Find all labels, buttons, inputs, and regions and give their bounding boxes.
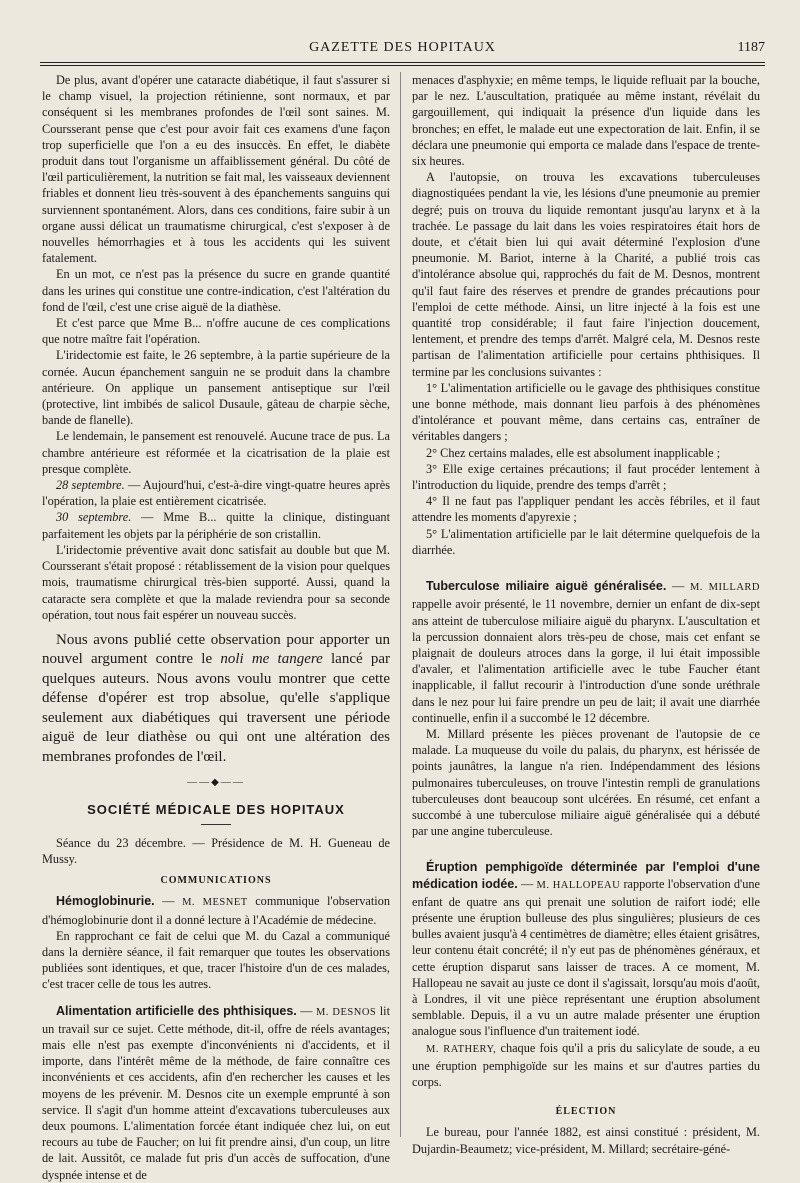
left-column: [42, 72, 390, 1183]
author-name: M. MILLARD: [689, 582, 760, 594]
section-title: SOCIÉTÉ MÉDICALE DES HOPITAUX: [87, 801, 345, 817]
subsection-title: ÉLECTION: [555, 1106, 617, 1118]
author-name: M. HALLOPEAU: [536, 879, 621, 891]
spacer: [412, 558, 760, 578]
paragraph: menaces d'asphyxie; en même temps, le liquide refluait par la bouche, par le nez. L'auscultation, pratiquée au même instant, révélait du gargouillement, qui indiquait la présence d'un liquide dans les bronches; en effet, le malade eut une expectoration de lait. Enfin, il se déclara une pneumonie qui emporta ce malade dans l'espace de trente-six heures.: [412, 73, 760, 169]
paragraph: Le bureau, pour l'année 1882, est ainsi constitué : président, M. Dujardin-Beaumetz; vice-président, M. Millard; secrétaire-géné-: [412, 1125, 760, 1156]
page-number: 1187: [737, 40, 765, 55]
paragraph: Tuberculose miliaire aiguë généralisée. — M. MILLARD rappelle avoir présenté, le 11 novembre, dernier un enfant de dix-sept ans atteint de tuberculose miliaire aiguë du pharynx. L'auscultation et la percussion donnaient alors très-peu de chose, mais cet enfant se plaignait de douleurs atroces dans la gorge, il lui était impossible d'avaler, et l'alimentation artificielle avec le tube Faucher étant inapplicable, il fallut recourir à l'introduction d'une sonde uréthrale dans le nez pour lui faire prendre un peu de lait; il avait une diarrhée continuelle, enfin il a succombé le 12 décembre.: [412, 579, 760, 725]
spacer: [412, 839, 760, 859]
paragraph: Le lendemain, le pansement est renouvelé. Aucune trace de pus. La chambre antérieure est réformée et la cicatrisation de la plaie est presque complète.: [42, 429, 390, 476]
subsection-title: COMMUNICATIONS: [160, 875, 272, 887]
conclusion-item: 3° Elle exige certaines précautions; il faut procéder lentement à l'introduction du liquide, prendre des temps d'arrêt ;: [412, 461, 760, 493]
short-rule: [201, 824, 231, 825]
paragraph: M. Millard présente les pièces provenant de l'autopsie de ce malade. La muqueuse du voile du palais, du pharynx, est hérissée de points jaunâtres, la langue n'a rien. Indépendamment des lésions pulmonaires tuberculeuses, on trouve l'intestin rempli de granulations tuberculeuses dont beaucoup sont ulcérées. En résumé, cet enfant a succombé à une tuberculose miliaire aiguë généralisée qui a débuté par une angine tuberculeuse.: [412, 726, 760, 839]
paragraph: M. RATHERY, chaque fois qu'il a pris du salicylate de soude, a eu une éruption pemphigoïde sur les mains et sur d'autres parties du corps.: [412, 1040, 760, 1089]
spacer: [42, 993, 390, 1003]
paragraph-text: — Mme B... quitte la clinique, distinguant parfaitement les objets par la périphérie de son cristallin.: [42, 510, 391, 541]
paragraph: A l'autopsie, on trouva les excavations tuberculeuses diagnostiquées pendant la vie, les lésions d'une pneumonie au premier degré; puis on trouva du liquide remontant jusqu'au larynx et à la trachée. Le passage du lait dans les voies respiratoires était hors de doute, et c'était bien lui qui avait déterminé l'explosion d'une pneumonie. M. Bariot, interne à la Charité, a publié trois cas d'intolérance absolue qui, rapprochés du fait de M. Desnos, montrent qu'il faut faire des réserves et prendre de grandes précautions pour l'emploi de cette méthode. Ainsi, un litre injecté à la fois est une quantité trop considérable; il faut faire l'injection doucement, lentement, et prendre des temps d'arrêt. Malgré cela, M. Desnos reste partisan de l'alimentation artificielle pour certains phthisiques. Il termine par les conclusions suivantes :: [412, 170, 760, 379]
header-rule: [40, 62, 765, 63]
italic-phrase: noli me tangere: [220, 651, 323, 668]
paragraph: [42, 477, 390, 509]
author-name: M. MESNET: [182, 897, 248, 909]
paragraph: L'iridectomie préventive avait donc satisfait au double but que M. Coursserant s'était proposé : rétablissement de la vision pour quelques mois, traumatisme chirurgical très-bien supporté. Aussi, quand la cataracte sera complète et que la malade reviendra pour sa seconde opération, tout nous fait espérer un nouveau succès.: [42, 542, 390, 622]
conclusion-item: 1° L'alimentation artificielle ou le gavage des phthisiques constitue une bonne méthode, mais donnant lieu parfois à des phénomènes d'intolérance et pouvant même, dans certains cas, entraîner de véritables dangers ;: [412, 380, 760, 444]
paragraph: En rapprochant ce fait de celui que M. du Cazal a communiqué dans la dernière séance, il fait remarquer que toutes les observations publiées sont identiques, et que, tracer l'histoire d'un de ces malades, c'est tracer celle de tous les autres.: [42, 928, 390, 992]
paragraph: [42, 509, 390, 541]
paragraph: L'iridectomie est faite, le 26 septembre, à la partie supérieure de la cornée. Aucun épanchement sanguin ne se produit dans la chambre antérieure. On applique un pansement antiseptique sur l'œil (protective, lint imbibés de salicol Dusaule, gâteau de charpie sèche, bande de flanelle).: [42, 348, 390, 428]
topic-heading: Alimentation artificielle des phthisiques.: [56, 1003, 297, 1018]
header-rule-secondary: [40, 65, 765, 66]
editorial-conclusion: Nous avons publié cette observation pour apporter un nouvel argument contre le noli me tangere lancé par quelques auteurs. Nous avons voulu montrer que cette défense d'opérer est trop absolue, qu'elle s'applique seulement aux diabétiques qui traversent une période aiguë de leur diathèse ou qui ont une altération des membranes profondes de l'œil.: [42, 631, 391, 765]
date-label: 30 septembre.: [56, 510, 132, 525]
paragraph: Et c'est parce que Mme B... n'offre aucune de ces complications que notre maître fait l'opération.: [42, 316, 390, 347]
author-name: M. DESNOS: [315, 1006, 377, 1018]
paragraph: En un mot, ce n'est pas la présence du sucre en grande quantité dans les urines qui constitue une contre-indication, c'est l'altération du fond de l'œil, c'est une crise aiguë de la diathèse.: [42, 267, 390, 314]
paragraph: Alimentation artificielle des phthisiques. — M. DESNOS lit un travail sur ce sujet. Cette méthode, dit-il, offre de réels avantages; mais elle n'est pas exempte d'inconvénients ni d'accidents, et il importe, dans l'intérêt même de la méthode, de faire connaître ces inconvénients et ces accidents, afin d'en rechercher les causes et les moyens de les prévenir. M. Desnos cite un exemple emprunté à son service. Il s'agit d'un homme atteint d'excavations tuberculeuses aux deux poumons. L'alimentation forcée étant indiquée chez lui, on eut recours au tube de Faucher; on lui fit prendre ainsi, d'un coup, un litre de lait. Aussitôt, ce malade fut pris d'un accès de suffocation, d'une dyspnée intense et de: [42, 1003, 390, 1182]
seance-line: Séance du 23 décembre. — Présidence de M. H. Gueneau de Mussy.: [42, 835, 390, 867]
conclusion-item: 4° Il ne faut pas l'appliquer pendant les accès fébriles, et il faut attendre les moments d'apyrexie ;: [412, 494, 760, 525]
paragraph-text: — Aujourd'hui, c'est-à-dire vingt-quatre heures après l'opération, la plaie est entièrement cicatrisée.: [42, 478, 390, 509]
topic-heading: Éruption pemphigoïde déterminée par l'emploi d'une médication iodée.: [412, 860, 760, 891]
paragraph: Hémoglobinurie. — M. MESNET communique l'observation d'hémoglobinurie dont il a donné lecture à l'Académie de médecine.: [42, 894, 391, 927]
page-header: [40, 40, 765, 62]
paragraph: Éruption pemphigoïde déterminée par l'emploi d'une médication iodée. — M. HALLOPEAU rapporte l'observation d'une enfant de quatre ans qui prenait une solution de raifort iodé; elle présente une éruption bulleuse des plus singulières; plusieurs de ces bulles avaient jusqu'à 4 centimètres de diamètre; elles étaient grisâtres, leur contenu était concrété; il n'y eut pas de phénomènes généraux, et cette éruption disparut sans laisser de traces. A ce moment, M. Hallopeau ne savait au juste ce dont il s'agissait, lorsqu'au mois d'août, à Londres, il vit une pièce représentant une éruption absolument semblable. Depuis, il a vu un autre malade présenter une éruption analogue sous l'influence d'un traitement iodé.: [412, 860, 760, 1039]
journal-title: GAZETTE DES HOPITAUX: [309, 40, 496, 55]
right-column: [412, 72, 760, 1157]
conclusion-item: 5° L'alimentation artificielle par le lait détermine quelquefois de la diarrhée.: [412, 526, 760, 557]
author-name: M. RATHERY,: [426, 1043, 497, 1055]
paragraph: De plus, avant d'opérer une cataracte diabétique, il faut s'assurer si le champ visuel, la projection rétinienne, sont normaux, et par conséquent si les membranes profondes de l'œil sont saines. M. Coursserant pense que c'est pour avoir fait ces examens d'une façon trop superficielle que l'on a eu des insuccès. En effet, le diabète produit dans tout l'organisme un affaiblissement général. Du côté de l'œil particulièrement, la nutrition se fait mal, les vaisseaux deviennent friables et donnent lieu très-souvent à des épanchements sanguins qui surviennent spontanément. Alors, dans ces conditions, faire subir à un organe aussi délicat un traumatisme chirurgical, c'est s'exposer à de nouvelles hémorrhagies et à tous les accidents qui les suivent fatalement.: [42, 73, 390, 266]
conclusion-item: 2° Chez certains malades, elle est absolument inapplicable ;: [426, 445, 721, 460]
topic-heading: Tuberculose miliaire aiguë généralisée.: [426, 579, 667, 594]
section-ornament: ——◆——: [187, 777, 245, 789]
date-label: 28 septembre.: [56, 478, 125, 493]
column-divider: [400, 72, 401, 1137]
topic-heading: Hémoglobinurie.: [56, 894, 155, 909]
